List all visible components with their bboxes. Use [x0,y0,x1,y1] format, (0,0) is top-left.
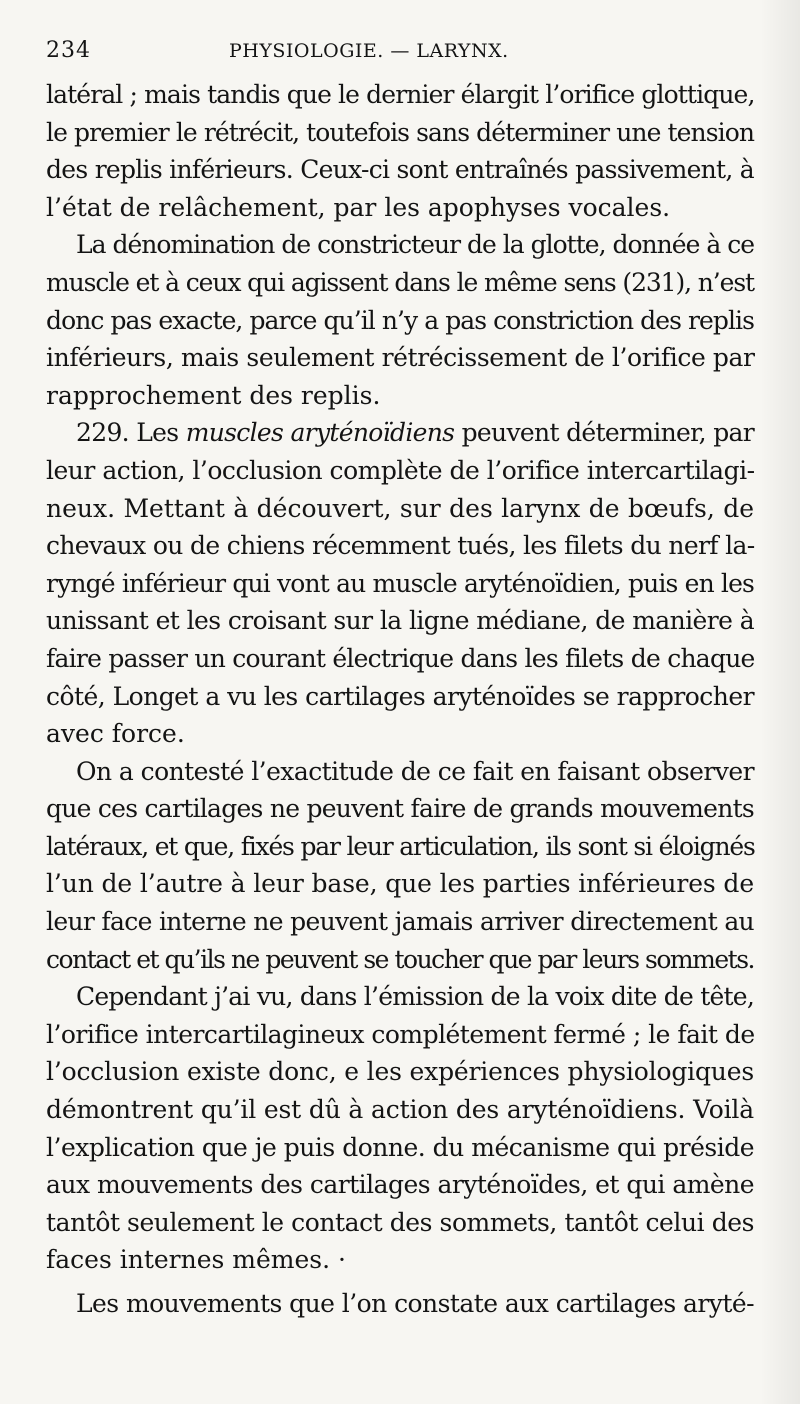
text-line: inférieurs, mais seulement rétrécissement de l’orifice par [46,343,755,373]
section-lead-rest: peuvent déterminer, par [454,418,755,448]
text-line: latéral ; mais tandis que le dernier élargit l’orifice glottique, [46,80,755,109]
text-line: unissant et les croisant sur la ligne médiane, de manière à [46,606,755,636]
text-line: avec force. [46,719,185,749]
text-line: l’occlusion existe donc, e les expériences physiologiques [46,1057,755,1087]
text-line: On a contesté l’exactitude de ce fait en faisant observer [76,756,755,786]
paragraph-6 [46,1285,754,1323]
running-head: PHYSIOLOGIE. — LARYNX. [229,40,509,62]
text-line: leur action, l’occlusion complète de l’orifice intercartilagi- [46,455,755,485]
text-line: des replis inférieurs. Ceux-ci sont entraînés passivement, à [46,155,754,185]
paragraph-229 [46,414,754,752]
paragraph-5 [46,978,754,1279]
text-line: que ces cartilages ne peuvent faire de grands mouvements [46,794,754,824]
text-line: l’explication que je puis donne. du mécanisme qui préside [46,1132,755,1162]
text-line: neux. Mettant à découvert, sur des larynx de bœufs, de [46,493,754,523]
text-line: donc pas exacte, parce qu’il n’y a pas constriction des replis [46,305,754,335]
page-number: 234 [46,38,91,63]
text-line: l’un de l’autre à leur base, que les parties inférieures de [46,869,754,899]
text-line: côté, Longet a vu les cartilages aryténoïdes se rapprocher [46,681,754,711]
text-line: latéraux, et que, fixés par leur articulation, ils sont si éloignés [46,831,755,861]
text-line: rapprochement des replis. [46,380,381,410]
text-line: chevaux ou de chiens récemment tués, les filets du nerf la- [46,531,755,561]
paragraph-4 [46,753,754,979]
paragraph-1 [46,76,754,226]
text-line: ryngé inférieur qui vont au muscle aryténoïdien, puis en les [46,568,755,598]
text-line: Cependant j’ai vu, dans l’émission de la voix dite de tête, [76,982,755,1012]
page-header [46,38,756,72]
text-line: muscle et à ceux qui agissent dans le même sens (231), n’est [46,267,754,297]
section-lead: 229. Les [76,418,186,448]
text-line [46,414,754,452]
text-line: aux mouvements des cartilages aryténoïdes, et qui amène [46,1170,755,1200]
text-line: démontrent qu’il est dû à action des aryténoïdiens. Voilà [46,1095,755,1125]
text-line: leur face interne ne peuvent jamais arriver directement au [46,907,754,937]
paragraph-2 [46,226,754,414]
text-line: contact et qu’ils ne peuvent se toucher que par leurs sommets. [46,944,755,974]
text-line: l’état de relâchement, par les apophyses vocales. [46,192,671,222]
text-line: le premier le rétrécit, toutefois sans déterminer une tension [46,117,755,147]
body-text [46,76,754,1323]
text-line: Les mouvements que l’on constate aux cartilages aryté- [76,1289,754,1318]
italic-term: muscles aryténoïdiens [185,418,455,448]
text-line: l’orifice intercartilagineux complétement fermé ; le fait de [46,1019,755,1049]
text-line: tantôt seulement le contact des sommets, tantôt celui des [46,1207,754,1237]
text-line: La dénomination de constricteur de la glotte, donnée à ce [76,230,754,260]
text-line: faire passer un courant électrique dans les filets de chaque [46,643,755,673]
text-line: faces internes mêmes. · [46,1245,346,1275]
